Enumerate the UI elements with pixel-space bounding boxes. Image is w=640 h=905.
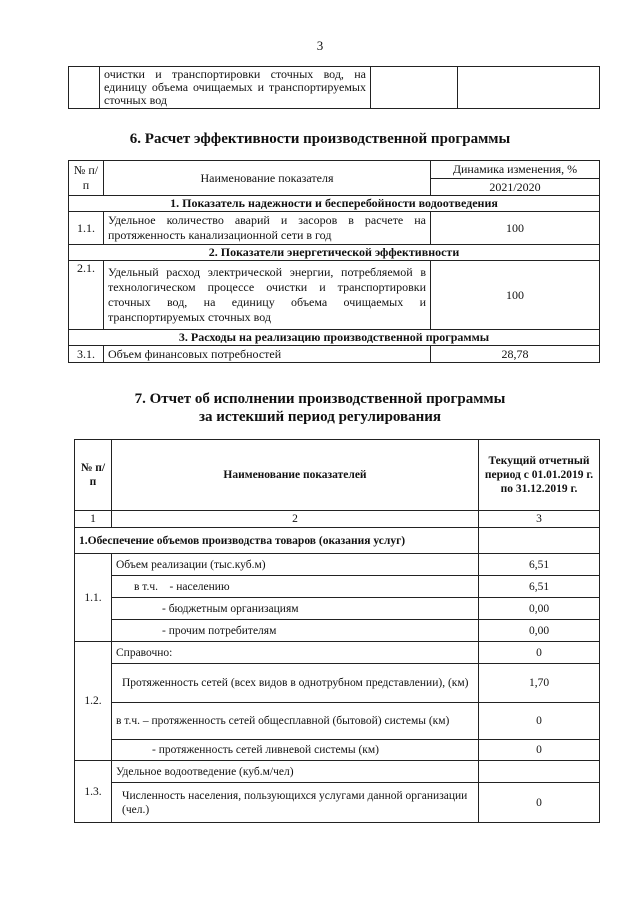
section7-title-line2: за истекший период регулирования [198, 409, 442, 425]
row-name: Объем финансовых потребностей [104, 346, 431, 363]
row-name: Удельное количество аварий и засоров в расчете на протяженность канализационной сети в год [104, 212, 431, 245]
row-value: 100 [431, 212, 600, 245]
row-value: 1,70 [479, 664, 600, 703]
block-num: 1.3. [75, 761, 112, 823]
group1-heading: 1.Обеспечение объемов производства товаров (оказания услуг) [75, 528, 479, 554]
row-value: 6,51 [479, 554, 600, 576]
group1-heading: 1. Показатель надежности и бесперебойности водоотведения [69, 196, 600, 212]
page-number: 3 [316, 38, 324, 53]
row-value: 28,78 [431, 346, 600, 363]
row-value: 100 [431, 261, 600, 330]
group2-heading: 2. Показатели энергетической эффективности [69, 245, 600, 261]
row-name: - протяженность сетей ливневой системы (км) [112, 740, 479, 761]
report-table [74, 439, 600, 823]
row-num: 1.1. [69, 212, 104, 245]
header-num: № п/п [75, 440, 112, 511]
row-value: 6,51 [479, 576, 600, 598]
row-value: 0,00 [479, 620, 600, 642]
row-value: 0 [479, 783, 600, 823]
block-num: 1.2. [75, 642, 112, 761]
section7-title-line1: 7. Отчет об исполнении производственной программы [134, 391, 506, 407]
header-num: № п/п [69, 161, 104, 196]
row-name: Численность населения, пользующихся услугами данной организации (чел.) [112, 783, 479, 823]
row-name: Удельное водоотведение (куб.м/чел) [112, 761, 479, 783]
row-name: в т.ч. - населению [112, 576, 479, 598]
row-name: в т.ч. – протяженность сетей общесплавной (бытовой) системы (км) [112, 703, 479, 740]
row-value: 0 [479, 703, 600, 740]
row-name: - бюджетным организациям [112, 598, 479, 620]
col-number: 1 [75, 511, 112, 528]
top-continuation-table [68, 66, 600, 109]
header-dynamics: Динамика изменения, % [431, 161, 600, 179]
section6-title: 6. Расчет эффективности производственной программы [129, 131, 511, 147]
row-value: 0 [479, 740, 600, 761]
row-name: Протяженность сетей (всех видов в однотрубном представлении), (км) [112, 664, 479, 703]
header-current-period: Текущий отчетный период с 01.01.2019 г. по 31.12.2019 г. [479, 440, 600, 511]
row-name: Объем реализации (тыс.куб.м) [112, 554, 479, 576]
row-value [479, 761, 600, 783]
block-num: 1.1. [75, 554, 112, 642]
row-value: 0 [479, 642, 600, 664]
group3-heading: 3. Расходы на реализацию производственной программы [69, 330, 600, 346]
row-num: 2.1. [69, 261, 104, 330]
row-value: 0,00 [479, 598, 600, 620]
header-name: Наименование показателей [112, 440, 479, 511]
row-name: Удельный расход электрической энергии, потребляемой в технологическом процессе очистки и транспортировки сточных вод, на единицу объема очищаемых и транспортируемых сточных вод [104, 261, 431, 330]
header-period: 2021/2020 [431, 179, 600, 196]
efficiency-table [68, 160, 600, 363]
col-number: 2 [112, 511, 479, 528]
top-table-text: очистки и транспортировки сточных вод, на единицу объема очищаемых и транспортируемых сточных вод [100, 67, 371, 109]
header-name: Наименование показателя [104, 161, 431, 196]
col-number: 3 [479, 511, 600, 528]
row-name: - прочим потребителям [112, 620, 479, 642]
row-num: 3.1. [69, 346, 104, 363]
row-name: Справочно: [112, 642, 479, 664]
